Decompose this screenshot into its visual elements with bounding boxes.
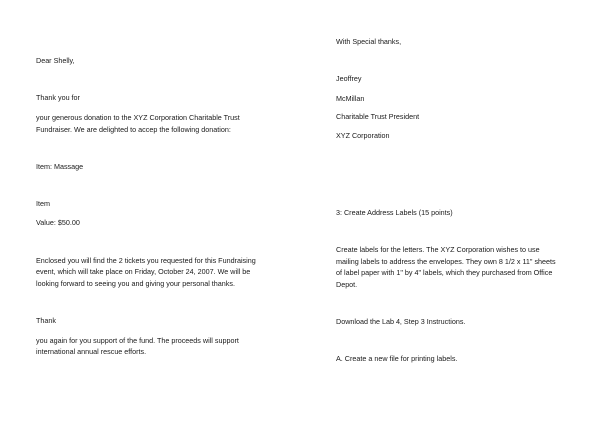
signer-company: XYZ Corporation [336,131,390,140]
item-word: Item [36,199,50,208]
thank-word: Thank [36,316,56,325]
step-heading: 3: Create Address Labels (15 points) [336,208,453,217]
signer-last-name: McMillan [336,94,365,103]
signer-title: Charitable Trust President [336,112,420,121]
thanks-intro: Thank you for [36,93,80,102]
labels-line-2: mailing labels to address the envelopes. They own 8 1/2 x 11" sheets [336,257,556,266]
enclosed-line-3: looking forward to seeing you and giving your personal thanks. [36,279,235,288]
labels-line-1: Create labels for the letters. The XYZ Corporation wishes to use [336,245,540,254]
item-label: Item: Massage [36,162,84,171]
support-line-2: international annual rescue efforts. [36,347,147,356]
signer-first-name: Jeoffrey [336,74,362,83]
download-instructions: Download the Lab 4, Step 3 Instructions. [336,317,466,326]
value-label: Value: $50.00 [36,218,80,227]
step-a: A. Create a new file for printing labels. [336,354,458,363]
labels-line-4: Depot. [336,280,358,289]
enclosed-line-2: event, which will take place on Friday, October 24, 2007. We will be [36,267,251,276]
support-line-1: you again for you support of the fund. The proceeds will support [36,336,239,345]
donation-line-1: your generous donation to the XYZ Corporation Charitable Trust [36,113,240,122]
salutation: Dear Shelly, [36,56,75,65]
donation-line-2: Fundraiser. We are delighted to accep the following donation: [36,125,231,134]
enclosed-line-1: Enclosed you will find the 2 tickets you requested for this Fundraising [36,256,256,265]
labels-line-3: of label paper with 1" by 4" labels, which they purchased from Office [336,268,553,277]
closing: With Special thanks, [336,37,402,46]
